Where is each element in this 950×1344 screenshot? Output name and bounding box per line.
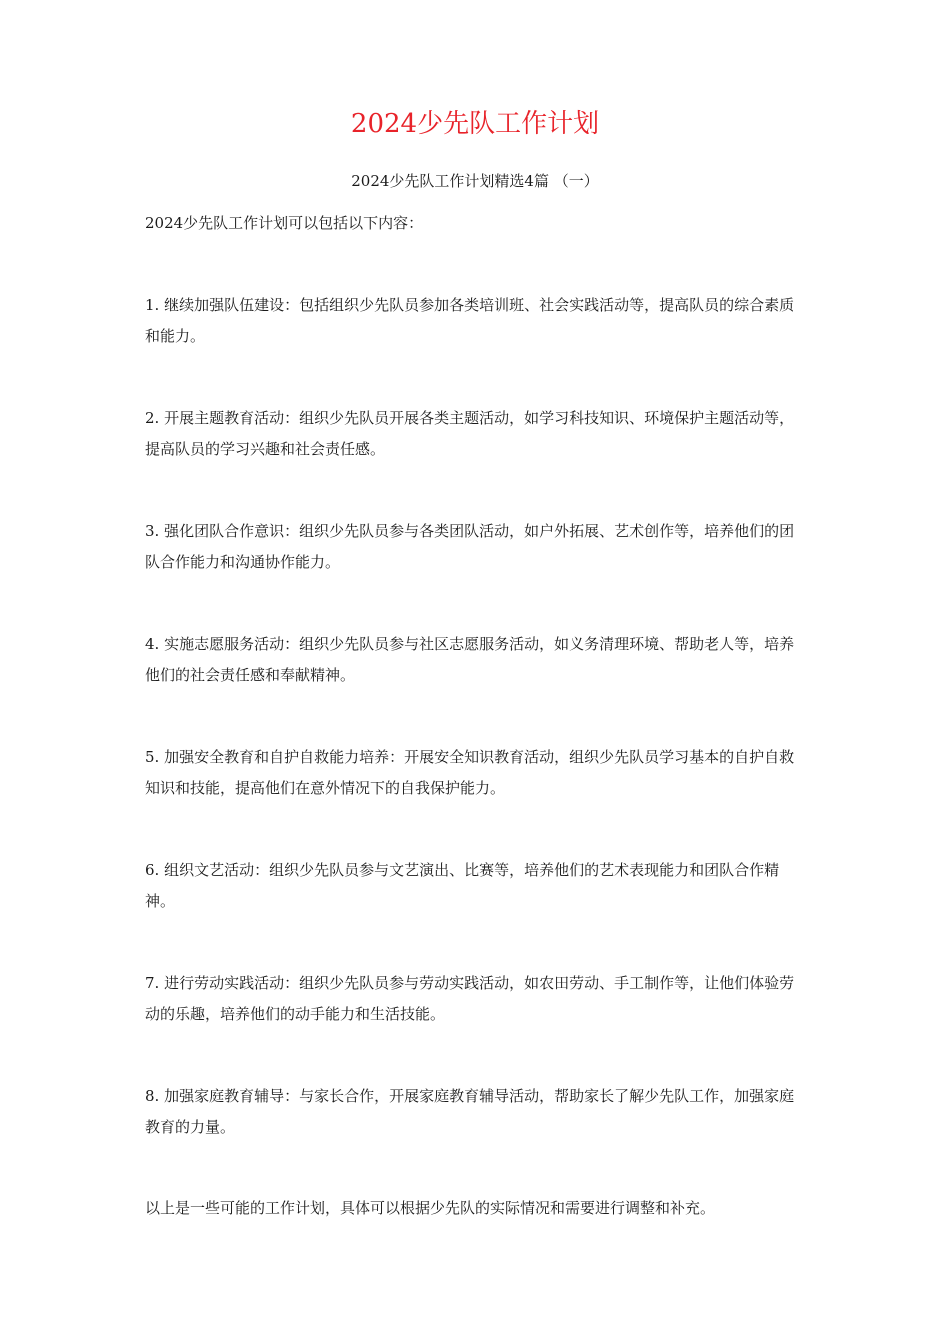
document-subtitle: 2024少先队工作计划精选4篇 （一） (351, 172, 599, 190)
list-item: 4. 实施志愿服务活动：组织少先队员参与社区志愿服务活动，如义务清理环境、帮助老人等，培养他们的社会责任感和奉献精神。 (145, 635, 795, 684)
list-item: 1. 继续加强队伍建设：包括组织少先队员参加各类培训班、社会实践活动等，提高队员的综合素质和能力。 (145, 296, 795, 345)
intro-paragraph: 2024少先队工作计划可以包括以下内容： (145, 214, 424, 232)
list-item: 7. 进行劳动实践活动：组织少先队员参与劳动实践活动，如农田劳动、手工制作等，让他们体验劳动的乐趣，培养他们的动手能力和生活技能。 (145, 974, 795, 1023)
list-item: 6. 组织文艺活动：组织少先队员参与文艺演出、比赛等，培养他们的艺术表现能力和团队合作精神。 (145, 861, 780, 910)
list-item: 2. 开展主题教育活动：组织少先队员开展各类主题活动，如学习科技知识、环境保护主题活动等，提高队员的学习兴趣和社会责任感。 (145, 409, 795, 458)
closing-paragraph: 以上是一些可能的工作计划，具体可以根据少先队的实际情况和需要进行调整和补充。 (145, 1199, 716, 1217)
document-title: 2024少先队工作计划 (350, 109, 600, 139)
list-item: 8. 加强家庭教育辅导：与家长合作，开展家庭教育辅导活动，帮助家长了解少先队工作，加强家庭教育的力量。 (145, 1087, 795, 1136)
list-item: 3. 强化团队合作意识：组织少先队员参与各类团队活动，如户外拓展、艺术创作等，培养他们的团队合作能力和沟通协作能力。 (145, 522, 795, 571)
list-item: 5. 加强安全教育和自护自救能力培养：开展安全知识教育活动，组织少先队员学习基本的自护自救知识和技能，提高他们在意外情况下的自我保护能力。 (145, 748, 795, 797)
